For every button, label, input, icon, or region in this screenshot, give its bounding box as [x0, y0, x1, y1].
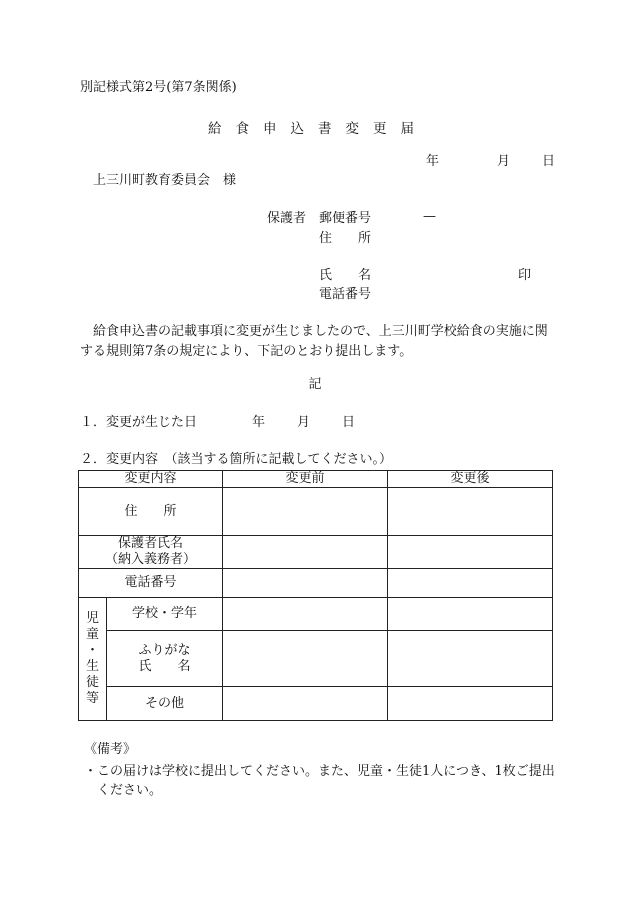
item1-day: 日 — [342, 415, 356, 430]
postal-code-label: 郵便番号 — [319, 211, 372, 226]
guardian-name-line2: （納入義務者） — [105, 552, 197, 567]
cell-guardian-after[interactable] — [388, 536, 553, 569]
name-label: 氏 名 — [319, 268, 372, 283]
date-month: 月 — [497, 154, 511, 169]
header-before: 変更前 — [223, 471, 388, 488]
header-after: 変更後 — [388, 471, 553, 488]
table-row — [79, 536, 553, 569]
row-label-child-name — [107, 631, 223, 687]
row-label-school-grade: 学校・学年 — [107, 598, 223, 631]
group-char: 生 — [85, 659, 99, 674]
cell-phone-before[interactable] — [223, 569, 388, 598]
cell-other-after[interactable] — [388, 687, 553, 721]
table-row — [79, 598, 553, 631]
row-label-other: その他 — [107, 687, 223, 721]
document-title: 給食申込書変更届 — [208, 121, 428, 137]
form-number: 別記様式第2号(第7条関係) — [80, 80, 237, 95]
remarks-heading: 《備考》 — [84, 742, 137, 757]
guardian-label: 保護者 — [267, 211, 307, 226]
group-char: 童 — [85, 627, 99, 642]
table-row — [79, 687, 553, 721]
child-name-label: 氏 名 — [138, 658, 191, 674]
header-change-item: 変更内容 — [79, 471, 223, 488]
cell-address-after[interactable] — [388, 488, 553, 536]
item1-month: 月 — [297, 415, 311, 430]
cell-phone-after[interactable] — [388, 569, 553, 598]
cell-address-before[interactable] — [223, 488, 388, 536]
date-day: 日 — [542, 154, 556, 169]
group-char: ・ — [85, 643, 99, 658]
table-header-row — [79, 471, 553, 488]
guardian-name-line1: 保護者氏名 — [118, 536, 184, 551]
furigana-label: ふりがな — [138, 642, 191, 658]
cell-school-after[interactable] — [388, 598, 553, 631]
group-char: 児 — [85, 611, 99, 626]
submission-date — [426, 154, 555, 170]
table-row — [79, 569, 553, 598]
cell-guardian-before[interactable] — [223, 536, 388, 569]
item2-label: ２．変更内容 （該当する箇所に記載してください。） — [80, 452, 393, 467]
cell-other-before[interactable] — [223, 687, 388, 721]
cell-school-before[interactable] — [223, 598, 388, 631]
row-group-children — [79, 598, 107, 721]
change-content-table — [78, 470, 553, 721]
item1-label: １．変更が生じた日 — [80, 415, 198, 430]
address-label: 住 所 — [319, 231, 372, 246]
row-label-address: 住 所 — [79, 488, 223, 536]
postal-code-separator: — — [423, 209, 436, 224]
group-char: 徒 — [85, 675, 99, 690]
item1-year: 年 — [252, 415, 266, 430]
phone-label: 電話番号 — [319, 287, 372, 302]
seal-mark: 印 — [518, 268, 532, 283]
item1-date — [252, 415, 355, 431]
addressee: 上三川町教育委員会 様 — [93, 173, 237, 188]
table-row — [79, 488, 553, 536]
date-year: 年 — [426, 154, 440, 169]
group-char: 等 — [85, 691, 99, 706]
remarks-note: ・この届けは学校に提出してください。また、児童・生徒1人につき、1枚ご提出ください。 — [84, 764, 555, 798]
ki-heading: 記 — [308, 377, 322, 392]
cell-child-name-after[interactable] — [388, 631, 553, 687]
cell-child-name-before[interactable] — [223, 631, 388, 687]
row-label-phone: 電話番号 — [79, 569, 223, 598]
body-text: 給食申込書の記載事項に変更が生じましたので、上三川町学校給食の実施に関する規則第7条の規定により、下記のとおり提出します。 — [80, 324, 548, 359]
row-label-guardian-name — [79, 536, 223, 569]
table-row — [79, 631, 553, 687]
